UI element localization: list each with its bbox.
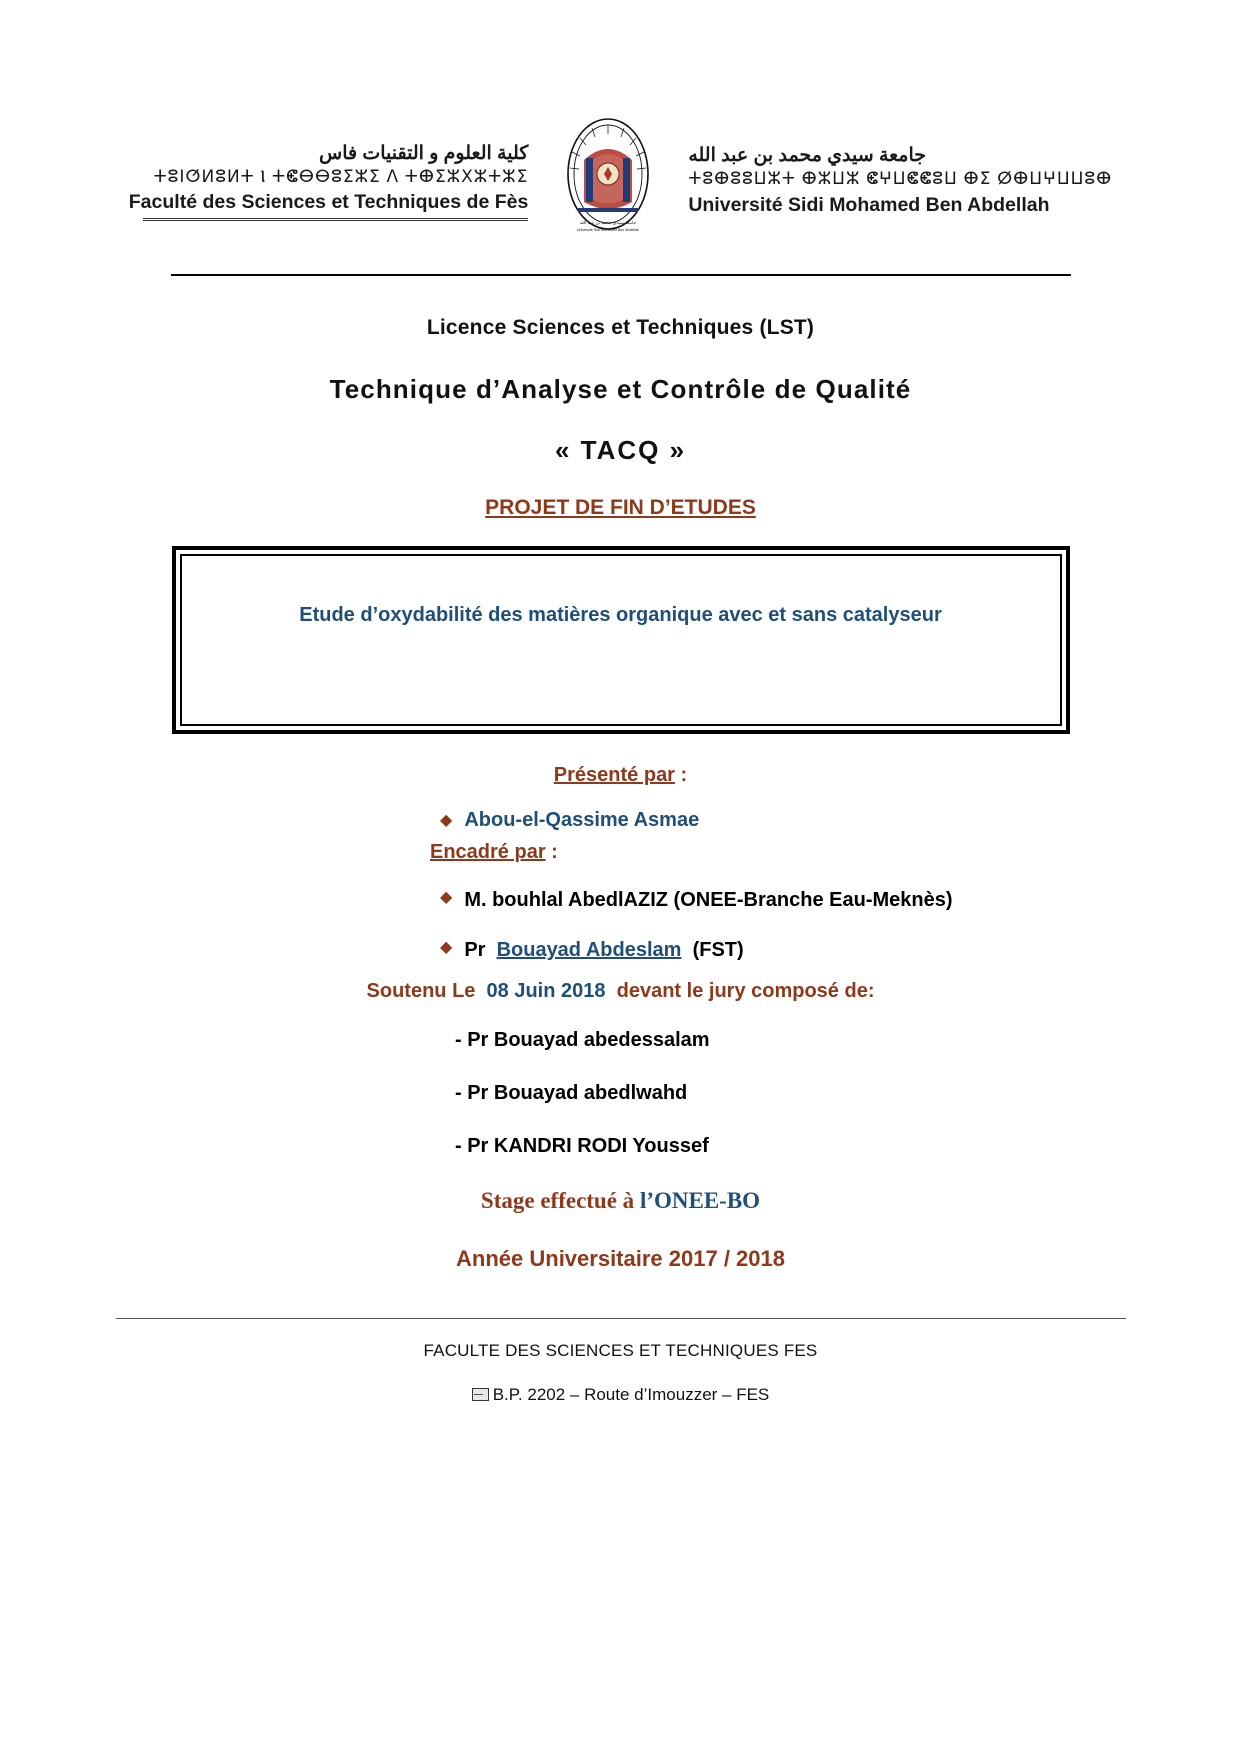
internship-prefix: Stage effectué à — [480, 1188, 640, 1213]
supervisor-2-text — [464, 936, 743, 964]
footer-divider — [116, 1318, 1126, 1319]
university-name-arabic: جامعة سيدي محمد بن عبد الله — [688, 145, 927, 167]
document-footer — [0, 1341, 1241, 1405]
program-abbreviation: « TACQ » — [554, 435, 687, 465]
presented-by-label: Présenté par — [553, 764, 675, 786]
program-title: Technique d’Analyse et Contrôle de Qualité — [329, 374, 912, 404]
svg-text:Université Sidi Mohamed Ben Ab: Université Sidi Mohamed Ben Abdellah — [577, 228, 640, 232]
diamond-bullet-icon: ◆ — [440, 939, 453, 956]
diamond-bullet-icon: ◆ — [440, 889, 453, 906]
academic-year: Année Universitaire 2017 / 2018 — [456, 1246, 785, 1271]
student-row — [440, 809, 1241, 833]
jury-member: - Pr Bouayad abedlwahd — [455, 1082, 688, 1104]
subject-box-inner — [180, 554, 1062, 726]
faculty-name-arabic: كلية العلوم و التقنيات فاس — [319, 142, 529, 164]
supervisor-2-affiliation: (FST) — [692, 939, 744, 961]
subject-box — [172, 546, 1070, 734]
faculty-underline-divider — [143, 218, 528, 221]
university-seal-logo — [554, 112, 662, 250]
diamond-bullet-icon: ◆ — [440, 812, 453, 829]
faculty-identity-block — [129, 141, 529, 221]
defense-suffix: devant le jury composé de: — [616, 980, 875, 1002]
supervisor-1-name: M. bouhlal AbedlAZIZ — [464, 889, 668, 911]
degree-title: Licence Sciences et Techniques (LST) — [426, 316, 815, 339]
mail-icon — [472, 1388, 489, 1401]
footer-address-line — [0, 1385, 1241, 1405]
presented-by-colon: : — [674, 764, 688, 786]
student-name: Abou-el-Qassime Asmae — [464, 809, 700, 831]
presented-by-heading — [0, 764, 1241, 787]
jury-member: - Pr KANDRI RODI Youssef — [455, 1135, 709, 1157]
document-type-label: PROJET DE FIN D’ETUDES — [485, 496, 756, 519]
footer-institution: FACULTE DES SCIENCES ET TECHNIQUES FES — [423, 1341, 818, 1360]
supervisor-row-2 — [440, 936, 1000, 964]
defense-date: 08 Juin 2018 — [486, 980, 606, 1002]
svg-text:جامعة سيدي محمد بن عبد الله: جامعة سيدي محمد بن عبد الله — [580, 220, 637, 225]
defense-prefix: Soutenu Le — [366, 980, 476, 1002]
supervisor-1-text — [464, 886, 952, 914]
supervisor-2-prefix: Pr — [464, 939, 486, 961]
jury-member: - Pr Bouayad abedessalam — [455, 1029, 710, 1051]
title-block — [0, 316, 1241, 520]
people-section — [0, 764, 1241, 1272]
document-header — [0, 0, 1241, 250]
supervised-by-colon: : — [545, 841, 558, 863]
defense-line — [0, 980, 1241, 1003]
internship-place: l’ONEE-BO — [639, 1188, 761, 1213]
university-name-french: Université Sidi Mohamed Ben Abdellah — [688, 193, 1050, 216]
footer-address: B.P. 2202 – Route d’Imouzzer – FES — [492, 1385, 770, 1404]
faculty-name-tifinagh: ⵜⵓⵏⵚⵍⵓⵍⵜ Ⲓ ⵜⵞⴱⴱⵓⵉⵣⵉ ⴷ ⵜⴲⵉⵣⵝⵣⵜⵣⵉ — [153, 166, 529, 186]
supervisor-2-name: Bouayad Abdeslam — [496, 939, 682, 961]
supervised-by-heading — [430, 841, 1241, 864]
project-subject-text: Etude d’oxydabilité des matières organique avec et sans catalyseur — [299, 604, 942, 626]
supervised-by-label: Encadré par — [430, 841, 546, 863]
supervisor-row-1 — [440, 886, 1000, 914]
supervisor-1-affiliation: (ONEE-Branche Eau-Meknès) — [668, 889, 953, 911]
university-name-tifinagh: ⵜⵓⴲⵓⵓⵡⵣⵜ ⴲⵣⵡⵣ ⵞⵖⵡⵞⵞⵓⵡ ⴲⵉ ⵁⴲⵡⵖⵡⵡⵓⴲ — [688, 169, 1113, 189]
internship-line — [0, 1188, 1241, 1214]
header-divider — [171, 274, 1071, 276]
university-identity-block — [688, 143, 1112, 218]
faculty-name-french: Faculté des Sciences et Techniques de Fès — [128, 191, 529, 214]
